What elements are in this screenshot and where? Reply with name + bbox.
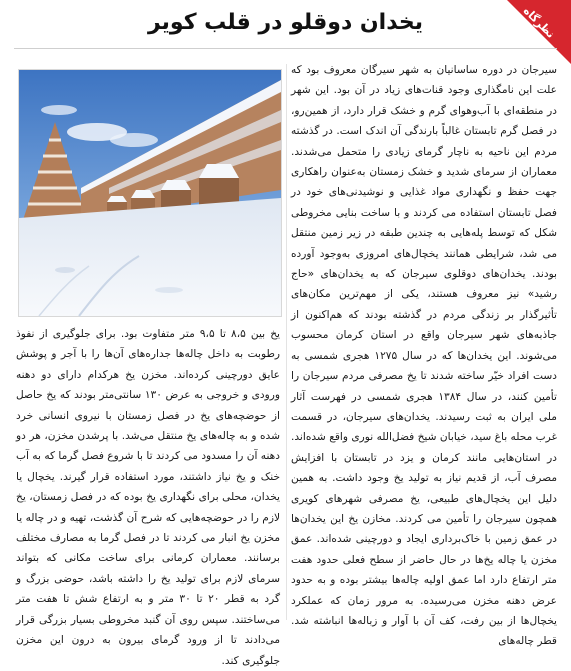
article-text-right: سیرجان در دوره ساسانیان به شهر سیرگان معروف بود که علت این نامگذاری وجود قنات‌های زیاد در آن بود. این شهر در منطقه‌ای با آب‌وهوای گرم و خشک قرار دارد، از همین‌رو، در فصل گرم تابستان غالباً بارندگی آن اندک است. در گذشته مردم این ناحیه به ناچار گرمای زیادی را متحمل می‌شدند. معماران از سرمای شدید و خشک زمستان به‌عنوان راهکاری جهت حفظ و نگهداری مواد غذایی و نوشیدنی‌های خود در فصل تابستان استفاده می کردند و با ساخت بنایی مخروطی شکل که توسط پله‌هایی به چندین طبقه در زیر زمین منتقل می شد، شرایطی همانند یخچال‌های امروزی به‌وجود آورده بودند. یخدان‌های دوقلوی سیرجان که به یخدان‌های «حاج رشید» نیز معروف هستند، یکی از مهم‌ترین مکان‌های تأثیرگذار بر زندگی مردم در گذشته بودند که هم‌اکنون از جاذبه‌های شهر سیرجان واقع در استان کرمان محسوب می‌شوند. این یخدان‌ها که در سال ۱۲۷۵ هجری شمسی به دست افراد خیّر ساخته شدند تا یخ مصرفی مردم سیرجان را تأمین کنند، در سال ۱۳۸۴ هجری شمسی در فهرست آثار ملی ایران به ثبت رسیدند. یخدان‌های سیرجان، در قسمت غرب محله باغ سید، خیابان شیخ فضل‌الله نوری واقع شده‌اند. در استان‌هایی مانند کرمان و یزد در تابستان با افزایش مصرف آب، از قدیم نیاز به تولید یخ وجود داشت. به همین دلیل این یخچال‌های طبیعی، یخ مصرفی شهرهای کویری همچون سیرجان را تأمین می کردند. مخازن یخ این یخدان‌ها در عمق زمین با خاک‌برداری ایجاد و دورچینی شده‌اند. عمق مخزن یا چاله یخ‌ها در حال حاضر از سطح فعلی حدود هفت متر ارتفاع دارد اما عمق اولیه چاله‌ها بیشتر بوده و به حدود عرض دهنه مخزن می‌رسیده. به مرور زمان که عملکرد یخچال‌ها از بین رفت، کف آن با آوار و زباله‌ها انباشته شد. قطر چاله‌های <box>291 64 557 648</box>
title-rule <box>14 48 557 49</box>
badge-label: نظرگاه <box>520 4 558 41</box>
article-title: یخدان دوقلو در قلب کویر <box>147 10 424 35</box>
column-divider <box>286 64 287 620</box>
ice-house-photo <box>18 69 282 317</box>
article-column-left <box>16 324 280 667</box>
article-text-left: یخ بین ۸،۵ تا ۹،۵ متر متفاوت بود. برای جلوگیری از نفوذ رطوبت به داخل چاله‌ها جداره‌های آن‌ها را با آجر و پوشش عایق دورچینی کرده‌اند. مخزن یخ هرکدام دارای دو دهنه ورودی و خروجی به عرض ۱۳۰ سانتی‌متر بودند که یخ حاصل از حوضچه‌های یخ در فصل زمستان با نیروی انسانی خرد شده و به چاله‌های یخ منتقل می‌شد. با پرشدن مخزن، هر دو دهنه آن را مسدود می کردند تا با شروع فصل گرما که به آب خنک و یخ نیاز داشتند، مورد استفاده قرار گیرند. یخچال یا یخدان، محلی برای نگهداری یخ بوده که در فصل زمستان، یخ لازم را در حوضچه‌هایی که شرح آن گذشت، تهیه و در چاله یا مخزن یخ انبار می کردند تا در فصل گرما به مصارف مختلف برسانند. معماران کرمانی برای ساخت مکانی که بتواند سرمای لازم برای تولید یخ را داشته باشد، حوضی بزرگ و گرد به قطر ۲۰ تا ۳۰ متر و به ارتفاع شش تا هفت متر می‌ساختند. سپس روی آن گنبد مخروطی بسیار بزرگی قرار می‌دادند تا از ورود گرمای بیرون به درون این مخزن جلوگیری کند. <box>16 328 280 667</box>
article-column-right <box>291 60 557 648</box>
